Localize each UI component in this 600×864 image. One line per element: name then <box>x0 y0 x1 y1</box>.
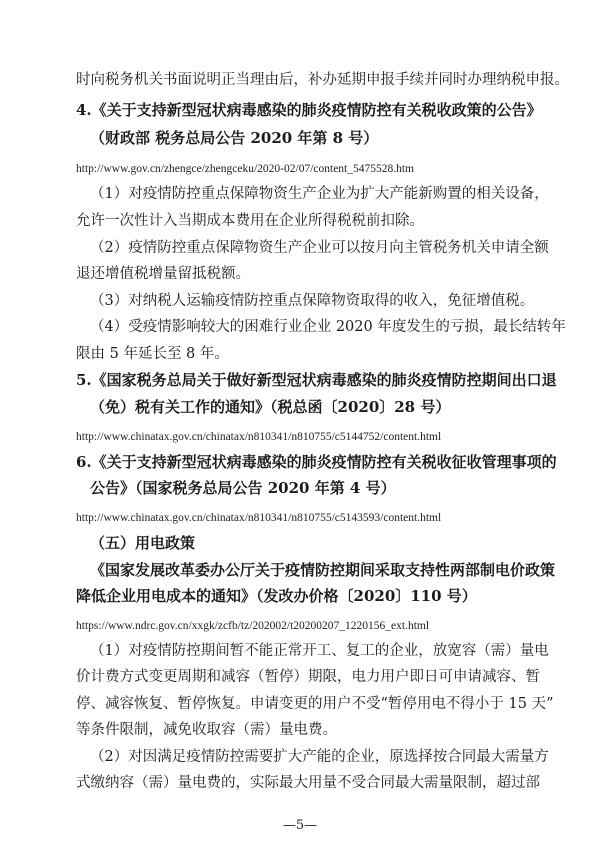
url-link[interactable]: http://www.chinatax.gov.cn/chinatax/n810341/n810755/c5143593/content.html <box>76 512 442 524</box>
text-line: 限由 5 年延长至 8 年。 <box>76 346 229 362</box>
url-link[interactable]: http://www.chinatax.gov.cn/chinatax/n810341/n810755/c5144752/content.html <box>76 431 442 443</box>
heading-item-4: 4.《关于支持新型冠状病毒感染的肺炎疫情防控有关税收政策的公告》 <box>76 101 542 119</box>
heading-ndrc-notice-cont: 降低企业用电成本的通知》（发改办价格〔2020〕110 号） <box>76 587 477 605</box>
text-line: （2）疫情防控重点保障物资生产企业可以按月向主管税务机关申请全额 <box>90 240 549 256</box>
text-line: （4）受疫情影响较大的困难行业企业 2020 年度发生的亏损，最长结转年 <box>90 319 566 335</box>
heading-ndrc-notice: 《国家发展改革委办公厅关于疫情防控期间采取支持性两部制电价政策 <box>90 561 556 579</box>
text-line: 退还增值税增量留抵税额。 <box>76 266 250 282</box>
text-line: 允许一次性计入当期成本费用在企业所得税税前扣除。 <box>76 213 424 229</box>
section-heading-electricity: （五）用电政策 <box>90 534 196 552</box>
text-line: 式缴纳容（需）量电费的，实际最大用量不受合同最大需量限制，超过部 <box>76 775 540 791</box>
text-line: 停、减容恢复、暂停恢复。申请变更的用户不受“暂停用电不得小于 15 天” <box>76 696 554 712</box>
heading-item-6-cont: 公告》（国家税务总局公告 2020 年第 4 号） <box>90 479 396 497</box>
url-link[interactable]: https://www.ndrc.gov.cn/xxgk/zcfb/tz/202002/t20200207_1220156_ext.html <box>76 620 430 632</box>
text-line: （1）对疫情防控期间暂不能正常开工、复工的企业，放宽容（需）量电 <box>90 643 549 659</box>
text-line: 等条件限制，减免收取容（需）量电费。 <box>76 722 337 738</box>
heading-item-6: 6.《关于支持新型冠状病毒感染的肺炎疫情防控有关税收征收管理事项的 <box>76 453 557 471</box>
heading-item-5-cont: （免）税有关工作的通知》（税总函〔2020〕28 号） <box>90 398 451 416</box>
heading-item-4-source: （财政部 税务总局公告 2020 年第 8 号） <box>90 129 379 147</box>
text-line: （2）对因满足疫情防控需要扩大产能的企业，原选择按合同最大需量方 <box>90 749 549 765</box>
page-number: —5— <box>282 818 318 833</box>
url-link[interactable]: http://www.gov.cn/zhengce/zhengceku/2020-02/07/content_5475528.htm <box>76 163 415 175</box>
text-line: （1）对疫情防控重点保障物资生产企业为扩大产能新购置的相关设备， <box>90 186 549 202</box>
text-line: 价计费方式变更周期和减容（暂停）期限，电力用户即日可申请减容、暂 <box>76 669 540 685</box>
heading-item-5: 5.《国家税务总局关于做好新型冠状病毒感染的肺炎疫情防控期间出口退 <box>76 371 557 389</box>
text-line: 时向税务机关书面说明正当理由后，补办延期申报手续并同时办理纳税申报。 <box>76 72 569 88</box>
text-line: （3）对纳税人运输疫情防控重点保障物资取得的收入，免征增值税。 <box>90 293 535 309</box>
